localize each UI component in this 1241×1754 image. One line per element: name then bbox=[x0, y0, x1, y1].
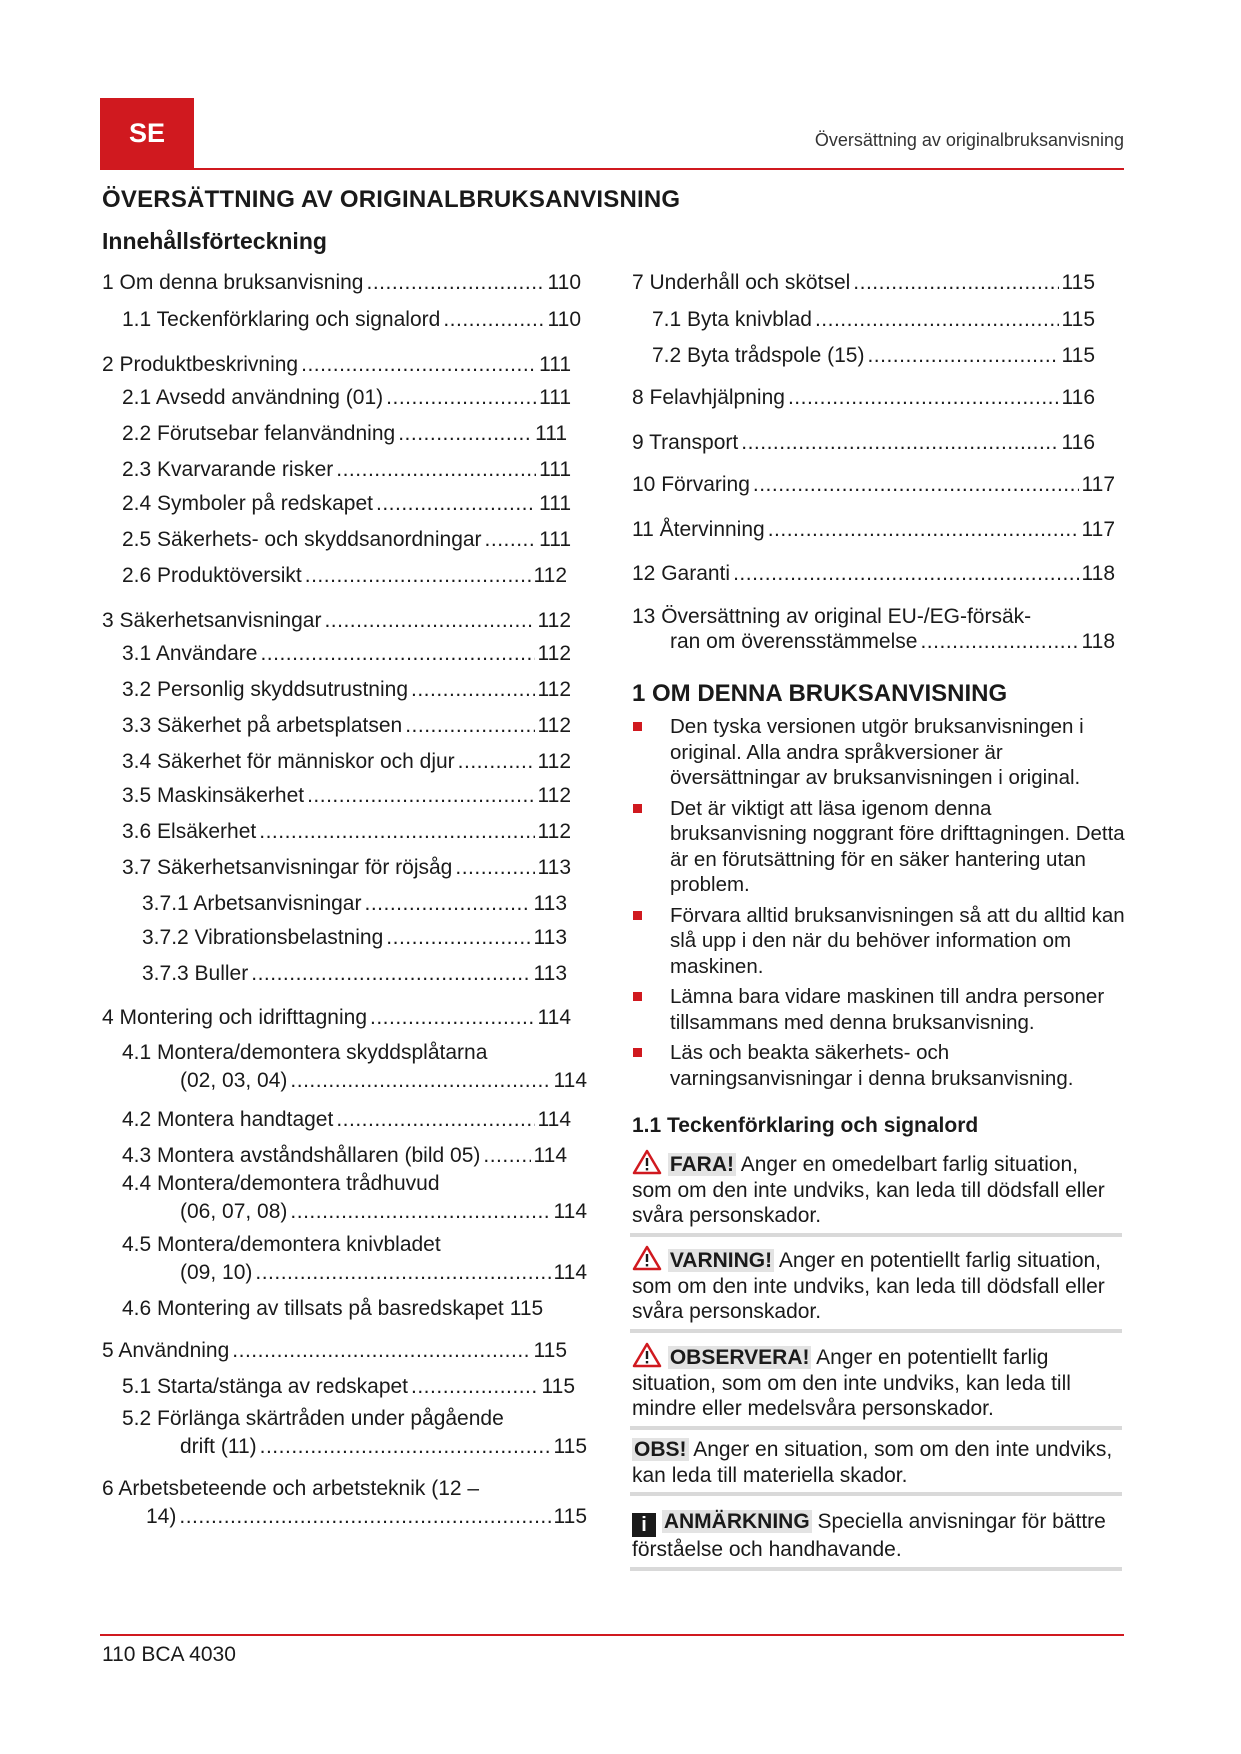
warning-triangle-icon bbox=[632, 1342, 662, 1368]
bullet-square-icon bbox=[633, 911, 642, 920]
toc-label: 5.1 Starta/stänga av redskapet bbox=[122, 1375, 409, 1398]
toc-page: 116 bbox=[1061, 386, 1095, 409]
notice-notice bbox=[630, 1436, 1122, 1496]
toc-page: 114 bbox=[553, 1261, 587, 1284]
toc-label: 5.2 Förlänga skärtråden under pågående bbox=[122, 1407, 504, 1430]
toc-page: 111 bbox=[539, 528, 571, 551]
toc-entry[interactable] bbox=[122, 1406, 587, 1460]
bullet-square-icon bbox=[633, 992, 642, 1001]
toc-label: 9 Transport bbox=[632, 431, 739, 454]
toc-entry[interactable] bbox=[632, 472, 1115, 498]
toc-entry[interactable] bbox=[142, 961, 567, 987]
toc-label: 2.3 Kvarvarande risker bbox=[122, 458, 334, 481]
toc-label: 2.1 Avsedd användning (01) bbox=[122, 386, 384, 409]
toc-label: 3.7 Säkerhetsanvisningar för röjsåg bbox=[122, 856, 453, 879]
page-title: ÖVERSÄTTNING AV ORIGINALBRUKSANVISNING bbox=[102, 186, 681, 213]
toc-page: 115 bbox=[509, 1297, 544, 1320]
signal-word: VARNING! bbox=[669, 1249, 773, 1272]
toc-label-cont: drift (11) bbox=[180, 1435, 257, 1458]
toc-label: 13 Översättning av original EU-/EG-försäk- bbox=[632, 605, 1032, 628]
toc-entry[interactable] bbox=[102, 352, 571, 378]
toc-page: 113 bbox=[533, 926, 567, 949]
toc-label: 7 Underhåll och skötsel bbox=[632, 271, 851, 294]
toc-label: 3.3 Säkerhet på arbetsplatsen bbox=[122, 714, 403, 737]
toc-label-cont: (09, 10) bbox=[180, 1261, 253, 1284]
section-heading: 1 OM DENNA BRUKSANVISNING bbox=[632, 680, 1008, 707]
toc-entry[interactable] bbox=[102, 608, 571, 634]
toc-entry[interactable] bbox=[122, 1107, 571, 1133]
toc-entry[interactable] bbox=[122, 563, 567, 589]
toc-label: 7.2 Byta trådspole (15) bbox=[652, 344, 865, 367]
toc-entry[interactable] bbox=[122, 855, 571, 881]
notice-danger bbox=[630, 1148, 1122, 1237]
notice-text: Anger en situation, som om den inte undviks, kan leda till materiella skador. bbox=[632, 1438, 1113, 1487]
language-tab: SE bbox=[100, 98, 194, 169]
subsection-heading: 1.1 Teckenförklaring och signalord bbox=[632, 1114, 979, 1137]
toc-label: 4.5 Montera/demontera knivbladet bbox=[122, 1233, 441, 1256]
bullet-square-icon bbox=[633, 804, 642, 813]
toc-label: 7.1 Byta knivblad bbox=[652, 308, 812, 331]
toc-label: 2.2 Förutsebar felanvändning bbox=[122, 422, 396, 445]
toc-page: 114 bbox=[553, 1069, 587, 1092]
toc-page: 115 bbox=[553, 1505, 587, 1528]
toc-entry[interactable] bbox=[122, 527, 571, 553]
notice-caution bbox=[630, 1341, 1122, 1430]
toc-entry[interactable] bbox=[102, 270, 581, 296]
signal-word: ANMÄRKNING bbox=[663, 1510, 810, 1533]
toc-heading: Innehållsförteckning bbox=[102, 228, 327, 254]
toc-page: 113 bbox=[533, 962, 567, 985]
toc-page: 114 bbox=[537, 1006, 571, 1029]
toc-page: 111 bbox=[535, 422, 567, 445]
toc-page: 118 bbox=[1081, 630, 1115, 653]
toc-page: 112 bbox=[537, 750, 571, 773]
toc-label: 10 Förvaring bbox=[632, 473, 750, 496]
toc-entry[interactable] bbox=[632, 270, 1095, 296]
toc-entry[interactable] bbox=[122, 819, 571, 845]
toc-page: 113 bbox=[533, 892, 567, 915]
toc-entry[interactable] bbox=[632, 561, 1115, 587]
toc-page: 115 bbox=[1061, 344, 1095, 367]
toc-entry[interactable] bbox=[142, 891, 567, 917]
notice-text: Speciella anvisningar för bättre förståelse och handhavande. bbox=[632, 1510, 1106, 1561]
toc-label: 4 Montering och idrifttagning bbox=[102, 1006, 367, 1029]
toc-entry[interactable] bbox=[102, 1005, 571, 1031]
toc-label-cont: (02, 03, 04) bbox=[180, 1069, 288, 1092]
list-item: Läs och beakta säkerhets- och varningsanvisningar i denna bruksanvisning. bbox=[632, 1040, 1127, 1091]
toc-page: 111 bbox=[539, 353, 571, 376]
toc-page: 112 bbox=[537, 820, 571, 843]
toc-label: 2.5 Säkerhets- och skyddsanordningar bbox=[122, 528, 482, 551]
toc-label: 4.6 Montering av tillsats på basredskapet bbox=[122, 1297, 504, 1320]
toc-page: 117 bbox=[1081, 473, 1115, 496]
toc-page: 110 bbox=[547, 308, 581, 331]
list-item: Förvara alltid bruksanvisningen så att du alltid kan slå upp i den när du behöver information om maskinen. bbox=[632, 903, 1127, 980]
toc-label: 3.7.2 Vibrationsbelastning bbox=[142, 926, 384, 949]
toc-entry[interactable] bbox=[122, 1296, 587, 1322]
toc-entry[interactable] bbox=[122, 713, 571, 739]
toc-label: 3.2 Personlig skyddsutrustning bbox=[122, 678, 408, 701]
toc-page: 118 bbox=[1081, 562, 1115, 585]
toc-label: 8 Felavhjälpning bbox=[632, 386, 785, 409]
toc-label: 5 Användning bbox=[102, 1339, 230, 1362]
toc-page: 115 bbox=[541, 1375, 575, 1398]
toc-page: 116 bbox=[1061, 431, 1095, 454]
warning-triangle-icon bbox=[632, 1245, 662, 1271]
footer-divider bbox=[100, 1634, 1124, 1636]
toc-page: 112 bbox=[537, 714, 571, 737]
notice-warning bbox=[630, 1244, 1122, 1333]
toc-page: 115 bbox=[533, 1339, 567, 1362]
toc-label: 3.1 Användare bbox=[122, 642, 258, 665]
toc-label: 3.5 Maskinsäkerhet bbox=[122, 784, 305, 807]
toc-page: 115 bbox=[1061, 308, 1095, 331]
header-divider bbox=[100, 168, 1124, 170]
toc-page: 111 bbox=[539, 458, 571, 481]
notice-remark bbox=[630, 1508, 1122, 1571]
toc-label: 3.7.3 Buller bbox=[142, 962, 249, 985]
toc-label-cont: (06, 07, 08) bbox=[180, 1200, 288, 1223]
toc-label: 2.6 Produktöversikt bbox=[122, 564, 302, 587]
toc-label: 1 Om denna bruksanvisning bbox=[102, 271, 364, 294]
toc-entry[interactable] bbox=[632, 385, 1095, 411]
toc-label: 4.3 Montera avståndshållaren (bild 05) bbox=[122, 1144, 481, 1167]
notice-text: Anger en omedelbart farlig situation, som om den inte undviks, kan leda till dödsfall eller svåra personskador. bbox=[632, 1153, 1105, 1227]
toc-entry[interactable] bbox=[122, 749, 571, 775]
toc-label-cont: 14) bbox=[146, 1505, 177, 1528]
toc-entry[interactable] bbox=[122, 307, 581, 333]
toc-page: 112 bbox=[533, 564, 567, 587]
toc-entry[interactable] bbox=[142, 925, 567, 951]
toc-entry[interactable] bbox=[652, 307, 1095, 333]
toc-page: 113 bbox=[537, 856, 571, 879]
signal-word: OBSERVERA! bbox=[669, 1346, 810, 1369]
toc-page: 110 bbox=[547, 271, 581, 294]
bullet-square-icon bbox=[633, 1048, 642, 1057]
toc-entry[interactable] bbox=[102, 1338, 567, 1364]
toc-page: 111 bbox=[539, 492, 571, 515]
toc-label: 1.1 Teckenförklaring och signalord bbox=[122, 308, 441, 331]
toc-page: 115 bbox=[1061, 271, 1095, 294]
toc-entry[interactable] bbox=[652, 343, 1095, 369]
toc-label-cont: ran om överensstämmelse bbox=[670, 630, 918, 653]
toc-entry[interactable] bbox=[632, 517, 1115, 543]
toc-page: 115 bbox=[553, 1435, 587, 1458]
toc-entry[interactable] bbox=[122, 385, 571, 411]
toc-entry[interactable] bbox=[122, 1040, 587, 1094]
toc-entry[interactable] bbox=[102, 1476, 587, 1530]
toc-page: 114 bbox=[553, 1200, 587, 1223]
toc-entry[interactable] bbox=[122, 1143, 567, 1169]
toc-page: 111 bbox=[539, 386, 571, 409]
info-icon: i bbox=[632, 1513, 656, 1537]
toc-entry[interactable] bbox=[122, 421, 567, 447]
notice-text: Anger en potentiellt farlig situation, som om den inte undviks, kan leda till dödsfall eller svåra personskador. bbox=[632, 1249, 1105, 1323]
toc-label: 2 Produktbeskrivning bbox=[102, 353, 299, 376]
list-item: Den tyska versionen utgör bruksanvisningen i original. Alla andra språkversioner är översättningar av bruksanvisningen i original. bbox=[632, 714, 1127, 791]
bullet-square-icon bbox=[633, 722, 642, 731]
toc-label: 3.6 Elsäkerhet bbox=[122, 820, 257, 843]
toc-page: 114 bbox=[537, 1108, 571, 1131]
toc-entry[interactable] bbox=[122, 1374, 575, 1400]
bullet-list bbox=[632, 714, 1127, 1096]
toc-entry[interactable] bbox=[632, 604, 1115, 655]
toc-entry[interactable] bbox=[122, 1232, 587, 1286]
list-item: Lämna bara vidare maskinen till andra personer tillsammans med denna bruksanvisning. bbox=[632, 984, 1127, 1035]
toc-page: 112 bbox=[537, 678, 571, 701]
toc-entry[interactable] bbox=[122, 783, 571, 809]
toc-label: 12 Garanti bbox=[632, 562, 731, 585]
toc-entry[interactable] bbox=[122, 641, 571, 667]
page-footer: 110 BCA 4030 bbox=[102, 1643, 236, 1666]
toc-label: 3.4 Säkerhet för människor och djur bbox=[122, 750, 455, 773]
toc-entry[interactable] bbox=[122, 491, 571, 517]
toc-label: 4.1 Montera/demontera skyddsplåtarna bbox=[122, 1041, 488, 1064]
toc-page: 117 bbox=[1081, 518, 1115, 541]
signal-word: OBS! bbox=[634, 1438, 687, 1461]
toc-page: 112 bbox=[537, 784, 571, 807]
toc-entry[interactable] bbox=[632, 430, 1095, 456]
toc-entry[interactable] bbox=[122, 457, 571, 483]
signal-word: FARA! bbox=[669, 1153, 735, 1176]
running-header: Översättning av originalbruksanvisning bbox=[814, 130, 1124, 150]
toc-label: 3 Säkerhetsanvisningar bbox=[102, 609, 322, 632]
toc-label: 4.2 Montera handtaget bbox=[122, 1108, 334, 1131]
notice-text: Anger en potentiellt farlig situation, som om den inte undviks, kan leda till mindre eller medelsvåra personskador. bbox=[632, 1346, 1071, 1420]
toc-label: 6 Arbetsbeteende och arbetsteknik (12 – bbox=[102, 1477, 480, 1500]
toc-label: 2.4 Symboler på redskapet bbox=[122, 492, 373, 515]
toc-page: 112 bbox=[537, 642, 571, 665]
toc-entry[interactable] bbox=[122, 677, 571, 703]
toc-label: 3.7.1 Arbetsanvisningar bbox=[142, 892, 362, 915]
list-item: Det är viktigt att läsa igenom denna bruksanvisning noggrant före drifttagningen. Detta är en förutsättning för en säker hantering utan problem. bbox=[632, 796, 1127, 898]
toc-label: 11 Återvinning bbox=[632, 518, 765, 541]
toc-page: 114 bbox=[533, 1144, 567, 1167]
toc-page: 112 bbox=[537, 609, 571, 632]
warning-triangle-icon bbox=[632, 1149, 662, 1175]
toc-entry[interactable] bbox=[122, 1171, 587, 1225]
toc-label: 4.4 Montera/demontera trådhuvud bbox=[122, 1172, 440, 1195]
